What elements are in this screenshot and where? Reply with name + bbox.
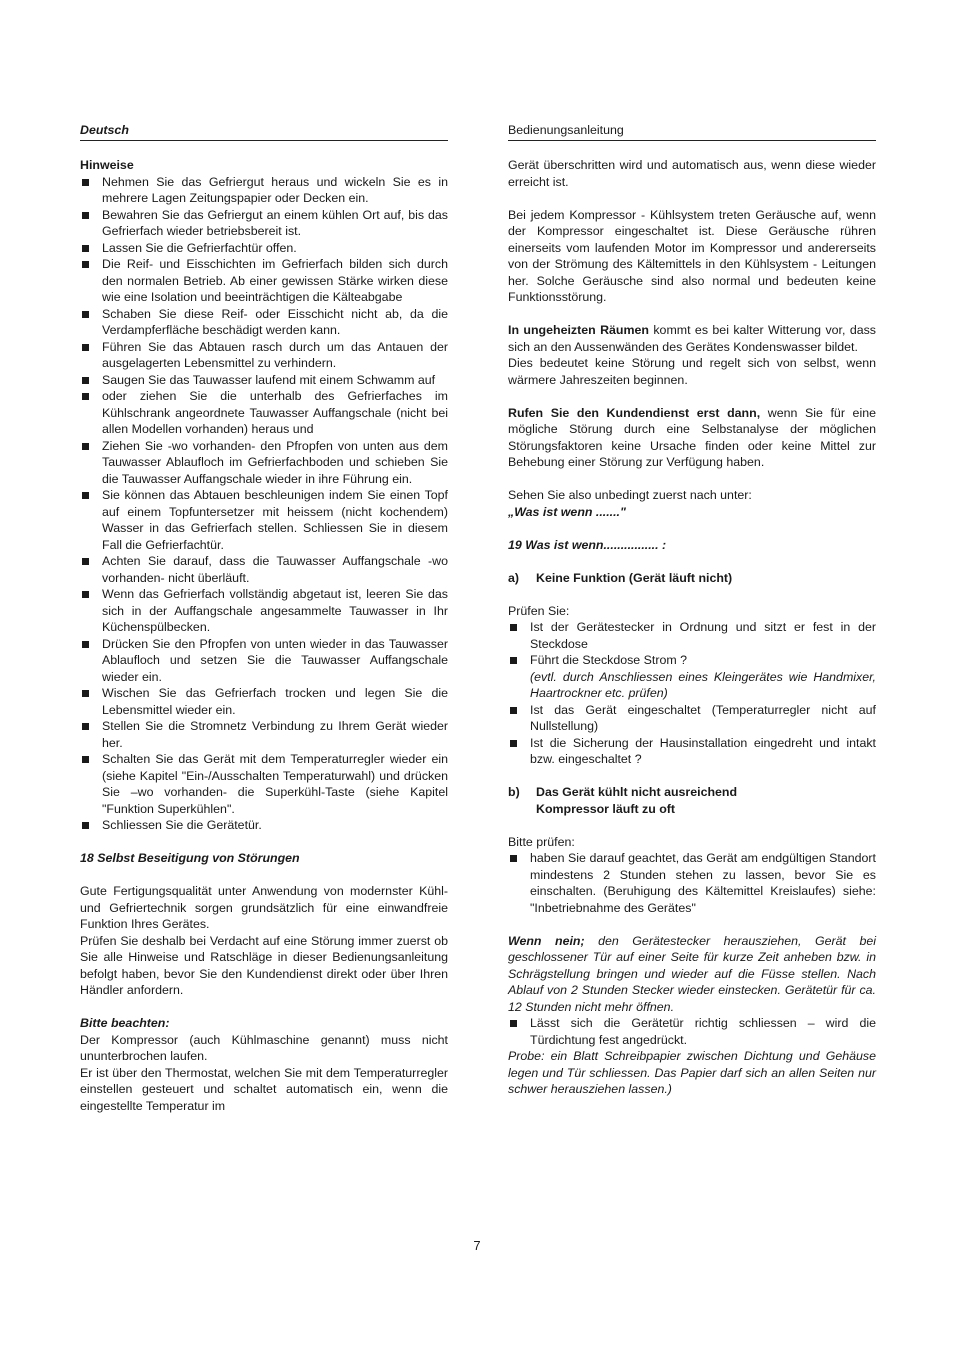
page-number: 7: [473, 1238, 481, 1253]
list-item: Saugen Sie das Tauwasser laufend mit einem Schwamm auf: [80, 372, 448, 389]
right-column: [508, 122, 876, 1098]
list-item: Lassen Sie die Gefrierfachtür offen.: [80, 240, 448, 257]
noise-paragraph: Bei jedem Kompressor - Kühlsystem treten Geräusche auf, wenn der Kompressor eingeschaltet ist. Diese Geräusche rühren einerseits vom laufenden Motor im Kompressor und andererseits von der Strömung des Kältemittels in den Kühlsystem - Leitungen her. Solche Geräusche sind also normal und bedeuten keine Funktionsstörung.: [508, 207, 876, 304]
bitte-beachten-paragraph-2: Er ist über den Thermostat, welchen Sie mit dem Temperaturregler einstellen gesteuert und schaltet automatisch ein, wenn die eingestellte Temperatur im: [80, 1065, 448, 1113]
list-item: Wenn das Gefrierfach vollständig abgetaut ist, leeren Sie das sich in der Auffangschale angesammelte Tauwasser in Ihr Küchenspülbecken.: [80, 586, 448, 636]
list-item: Drücken Sie den Pfropfen von unten wieder in das Tauwasser Ablaufloch und setzen Sie die Tauwasser Auffangschale wieder ein.: [80, 636, 448, 686]
pruefen-label: Prüfen Sie:: [508, 603, 570, 618]
list-item: Achten Sie darauf, dass die Tauwasser Auffangschale -wo vorhanden- nicht überläuft.: [80, 553, 448, 586]
list-item: Ist der Gerätestecker in Ordnung und sitzt er fest in der Steckdose: [508, 619, 876, 652]
hinweise-title: Hinweise: [80, 158, 134, 172]
list-item-text: Führt die Steckdose Strom ?: [530, 653, 688, 667]
call-service-text: wenn Sie für eine mögliche Störung durch eine Selbstanalyse der möglichen Störungsfaktoren keine Ursache finden oder keine Mittel zur Behebung einer Störung zur Verfügung haben.: [508, 405, 876, 469]
list-item: oder ziehen Sie die unterhalb des Gefrierfaches im Kühlschrank angeordnete Tauwasser Auffangschale (nicht bei allen Modellen vorhanden) heraus und: [80, 388, 448, 438]
list-item: [508, 652, 876, 702]
section-19-title: 19 Was ist wenn................ :: [508, 537, 667, 552]
list-item: Bewahren Sie das Gefriergut an einem kühlen Ort auf, bis das Gefrierfach wieder betriebsbereit ist.: [80, 207, 448, 240]
check-list-b: [508, 850, 876, 916]
list-item: Die Reif- und Eisschichten im Gefrierfach bilden sich durch den normalen Betrieb. Ab einer gewissen Stärke wirken diese wie eine Isolation und beeinträchtigen die Kälteabgabe: [80, 256, 448, 306]
section-18-paragraph-1: Gute Fertigungsqualität unter Anwendung von modernster Kühl- und Gefriertechnik sorgen grundsätzlich für eine einwandfreie Funktion Ihres Gerätes.: [80, 884, 448, 931]
continued-paragraph: Gerät überschritten wird und automatisch aus, wenn diese wieder erreicht ist.: [508, 158, 876, 189]
unheated-rooms-paragraph: [508, 322, 876, 355]
list-item: haben Sie darauf geachtet, das Gerät am endgültigen Standort mindestens 2 Stunden stehen zu lassen, bevor Sie es einschalten. (Beruhigung des Kältemittel Kreislaufes) siehe: "Inbetriebnahme des Gerätes": [508, 850, 876, 916]
list-item: Schalten Sie das Gerät mit dem Temperaturregler wieder ein (siehe Kapitel "Ein-/Ausschalten Temperaturwahl) und drücken Sie –wo vorhanden- die Superkühl-Taste (siehe Kapitel "Funktion Superkühlen".: [80, 751, 448, 817]
check-list-a: [508, 619, 876, 768]
list-item: Führen Sie das Abtauen rasch durch um das Antauen der ausgelagerten Lebensmittel zu verhindern.: [80, 339, 448, 372]
wenn-nein-text: den Gerätestecker herausziehen, Gerät bei geschlossener Tür auf einer Seite für kurze Zeit anheben bzw. in Schrägstellung bringen und wieder auf die Füsse stellen. Nach Ablauf von 2 Stunden Stecker wieder einstecken. Gerätetür für ca. 12 Stunden nicht mehr öffnen.: [508, 933, 876, 1014]
section-18-paragraph-2: Prüfen Sie deshalb bei Verdacht auf eine Störung immer zuerst ob Sie alle Hinweise und Ratschläge in dieser Bedienungsanleitung befolgt haben, bevor Sie den Kundendienst direkt oder über Ihren Händler anfordern.: [80, 933, 448, 997]
hinweise-list: [80, 174, 448, 834]
probe-paragraph: Probe: ein Blatt Schreibpapier zwischen Dichtung und Gehäuse legen und Tür schliessen. Das Papier darf sich an allen Seiten nur schwer herausziehen lassen.): [508, 1049, 876, 1096]
call-service-paragraph: [508, 405, 876, 471]
header-language: Deutsch: [80, 122, 448, 141]
section-18-title: 18 Selbst Beseitigung von Störungen: [80, 851, 300, 865]
subsection-b-letter: b): [508, 785, 520, 799]
unheated-rooms-text: kommt es bei kalter Witterung vor, dass sich an den Aussenwänden des Gerätes Kondenswasser bildet.: [508, 323, 876, 354]
see-under-paragraph: Sehen Sie also unbedingt zuerst nach unter:: [508, 488, 752, 502]
wenn-nein-bold: Wenn nein;: [508, 933, 585, 948]
unheated-rooms-bold: In ungeheizten Räumen: [508, 323, 649, 337]
unheated-rooms-paragraph-2: Dies bedeutet keine Störung und regelt sich von selbst, wenn wärmere Jahreszeiten beginnen.: [508, 356, 876, 387]
list-item: Sie können das Abtauen beschleunigen indem Sie einen Topf auf einem Topfuntersetzer mit heissem (nicht kochendem) Wasser in das Gefrierfach stellen. Schliessen Sie in diesem Fall die Gefrierfachtür.: [80, 487, 448, 553]
left-column: [80, 122, 448, 1114]
bitte-beachten-paragraph-1: Der Kompressor (auch Kühlmaschine genannt) muss nicht ununterbrochen laufen.: [80, 1032, 448, 1063]
list-item: Schaben Sie diese Reif- oder Eisschicht nicht ab, da die Verdampferfläche beschädigt werden kann.: [80, 306, 448, 339]
list-item: Wischen Sie das Gefrierfach trocken und legen Sie die Lebensmittel wieder ein.: [80, 685, 448, 718]
subsection-a-text: Keine Funktion (Gerät läuft nicht): [536, 570, 733, 585]
list-item-note: (evtl. durch Anschliessen eines Kleingerätes wie Handmixer, Haartrockner etc. prüfen): [530, 669, 876, 700]
list-item: Schliessen Sie die Gerätetür.: [80, 817, 448, 834]
header-title: Bedienungsanleitung: [508, 122, 876, 141]
list-item: Ziehen Sie -wo vorhanden- den Pfropfen von unten aus dem Tauwasser Ablaufloch im Gefrierfachboden und schieben Sie die Tauwasser Auffangschale wieder in ihre Führung ein.: [80, 438, 448, 488]
list-item: Lässt sich die Gerätetür richtig schliessen – wird die Türdichtung fest angedrückt.: [508, 1015, 876, 1048]
list-item: Nehmen Sie das Gefriergut heraus und wickeln Sie es in mehrere Lagen Zeitungspapier oder Decken ein.: [80, 174, 448, 207]
bitte-beachten-title: Bitte beachten:: [80, 1016, 170, 1030]
subsection-b-text-2: Kompressor läuft zu oft: [536, 801, 676, 816]
list-item: Ist die Sicherung der Hausinstallation eingedreht und intakt bzw. eingeschaltet ?: [508, 735, 876, 768]
see-under-reference: „Was ist wenn .......": [508, 504, 626, 519]
wenn-nein-paragraph: [508, 933, 876, 1016]
check-list-b-2: [508, 1015, 876, 1048]
subsection-a-letter: a): [508, 570, 520, 585]
call-service-bold: Rufen Sie den Kundendienst erst dann,: [508, 405, 761, 420]
list-item: Ist das Gerät eingeschaltet (Temperaturregler nicht auf Nullstellung): [508, 702, 876, 735]
list-item: Stellen Sie die Stromnetz Verbindung zu Ihrem Gerät wieder her.: [80, 718, 448, 751]
subsection-a-title: [508, 570, 876, 587]
bitte-pruefen-label: Bitte prüfen:: [508, 834, 575, 849]
subsection-b-title: [508, 784, 876, 817]
subsection-b-text-1: Das Gerät kühlt nicht ausreichend: [536, 785, 738, 799]
